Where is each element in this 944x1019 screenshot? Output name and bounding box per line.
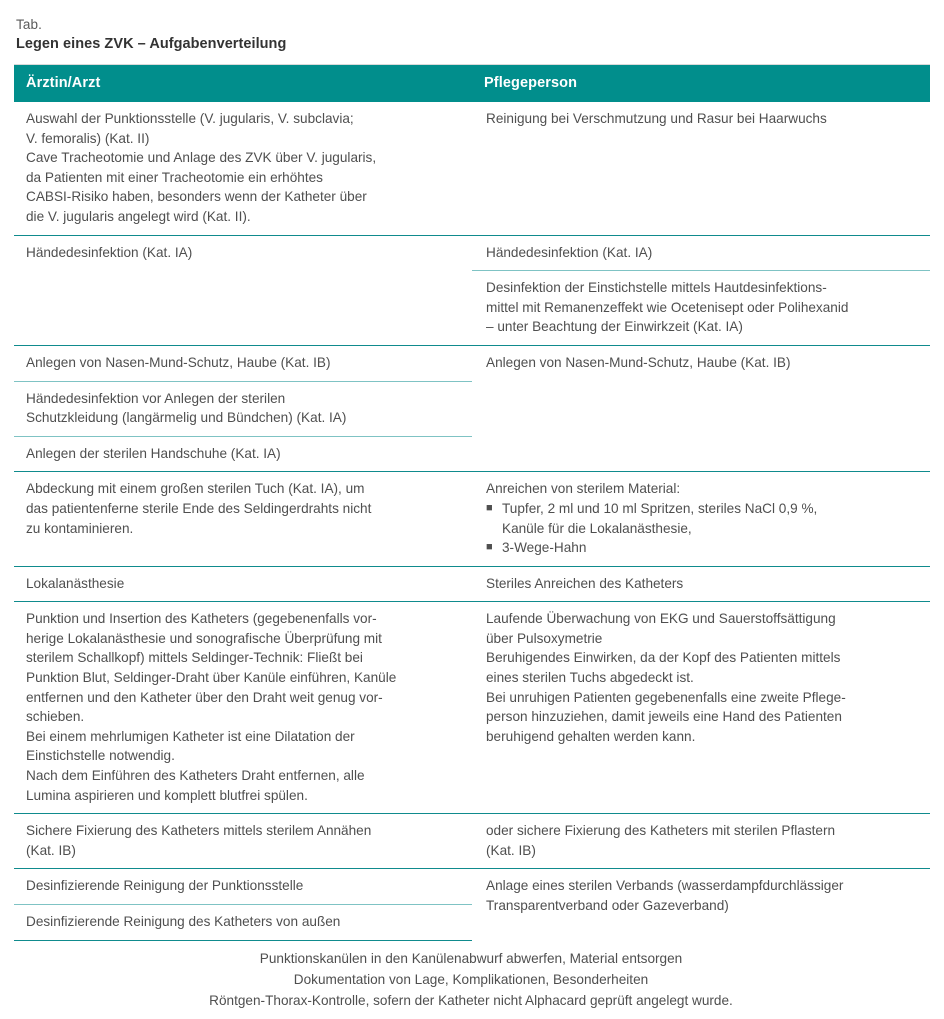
cell-line: Reinigung bei Verschmutzung und Rasur bei Haarwuchs — [486, 111, 827, 126]
cell-nurse — [472, 345, 930, 471]
cell-line: Desinfizierende Reinigung des Katheters von außen — [26, 914, 341, 929]
figure-caption — [16, 16, 930, 54]
cell-line: beruhigend gehalten werden kann. — [486, 728, 696, 744]
cell-nurse — [472, 472, 930, 566]
cell-doctor — [14, 345, 472, 381]
cell-line: zu kontaminieren. — [26, 520, 134, 536]
table-row — [14, 869, 930, 905]
cell-line: Anlegen der sterilen Handschuhe (Kat. IA) — [26, 445, 281, 461]
cell-nurse — [472, 814, 930, 869]
cell-line: Lokalanästhesie — [26, 575, 125, 591]
cell-doctor — [14, 381, 472, 436]
task-distribution-table — [14, 64, 930, 1019]
table-row — [14, 472, 930, 566]
cell-line: eines sterilen Tuchs abgedeckt ist. — [486, 670, 694, 686]
cell-line: Abdeckung mit einem großen sterilen Tuch (Kat. IA), um — [26, 481, 365, 497]
cell-line: Anreichen von sterilem Material: — [486, 481, 681, 497]
caption-title: Legen eines ZVK – Aufgabenverteilung — [16, 36, 287, 52]
cell-nurse — [472, 602, 930, 814]
cell-doctor — [14, 102, 472, 235]
bullet-line: Kanüle für die Lokalanästhesie, — [502, 520, 692, 536]
cell-line: Einstichstelle notwendig. — [26, 748, 175, 764]
cell-line: die V. jugularis angelegt wird (Kat. II). — [26, 208, 251, 224]
caption-kicker: Tab. — [16, 17, 42, 32]
cell-line: herige Lokalanästhesie und sonografische Überprüfung mit — [26, 630, 382, 646]
cell-line: Auswahl der Punktionsstelle (V. jugularis, V. subclavia; — [26, 111, 354, 126]
bullet-line: 3-Wege-Hahn — [502, 540, 587, 556]
header-row — [14, 65, 930, 103]
cell-line: mittel mit Remanenzeffekt wie Ocetenisept oder Polihexanid — [486, 299, 849, 315]
table-row — [14, 345, 930, 381]
cell-line: Punktion Blut, Seldinger-Draht über Kanüle einführen, Kanüle — [26, 670, 397, 686]
cell-doctor — [14, 436, 472, 472]
cell-nurse — [472, 869, 930, 940]
cell-line: Händedesinfektion (Kat. IA) — [26, 244, 193, 260]
cell-line: Anlage eines sterilen Verbands (wasserdampfdurchlässiger — [486, 878, 844, 894]
cell-line: Bei einem mehrlumigen Katheter ist eine Dilatation der — [26, 728, 355, 744]
footer-line: Dokumentation von Lage, Komplikationen, Besonderheiten — [293, 971, 649, 987]
cell-line: (Kat. IB) — [26, 842, 76, 858]
bullet-item — [486, 538, 916, 558]
cell-line: schieben. — [26, 709, 85, 725]
cell-doctor — [14, 472, 472, 566]
cell-doctor — [14, 905, 472, 941]
cell-nurse — [472, 102, 930, 235]
cell-line: Beruhigendes Einwirken, da der Kopf des Patienten mittels — [486, 650, 841, 666]
cell-line: Cave Tracheotomie und Anlage des ZVK über V. jugularis, — [26, 150, 377, 166]
cell-line: Sichere Fixierung des Katheters mittels sterilem Annähen — [26, 823, 372, 839]
cell-line: Steriles Anreichen des Katheters — [486, 575, 684, 591]
cell-line: das patientenferne sterile Ende des Seldingerdrahts nicht — [26, 500, 372, 516]
cell-line: Desinfizierende Reinigung der Punktionsstelle — [26, 878, 304, 894]
cell-nurse — [472, 566, 930, 602]
footer-line: Punktionskanülen in den Kanülenabwurf abwerfen, Material entsorgen — [259, 950, 683, 966]
square-bullet-icon: ■ — [486, 501, 493, 514]
cell-line: person hinzuziehen, damit jeweils eine Hand des Patienten — [486, 709, 842, 725]
cell-line: V. femoralis) (Kat. II) — [26, 130, 150, 146]
footer-row — [14, 940, 930, 1019]
bullet-item — [486, 499, 916, 538]
cell-line: über Pulsoxymetrie — [486, 630, 603, 646]
cell-doctor — [14, 566, 472, 602]
cell-line: sterilem Schallkopf) mittels Seldinger-Technik: Fließt bei — [26, 650, 363, 666]
square-bullet-icon: ■ — [486, 541, 493, 554]
table-row — [14, 566, 930, 602]
shared-tasks-footer — [14, 940, 930, 1019]
cell-doctor — [14, 869, 472, 905]
cell-line: – unter Beachtung der Einwirkzeit (Kat. IA) — [486, 319, 743, 335]
cell-line: CABSI-Risiko haben, besonders wenn der Katheter über — [26, 189, 367, 205]
cell-line: (Kat. IB) — [486, 842, 536, 858]
table-row — [14, 235, 930, 271]
column-header-nurse: Pflegeperson — [472, 65, 930, 103]
table-row — [14, 814, 930, 869]
table-row — [14, 102, 930, 235]
cell-line: Händedesinfektion (Kat. IA) — [486, 244, 653, 260]
cell-line: Punktion und Insertion des Katheters (gegebenenfalls vor- — [26, 611, 377, 627]
table-header — [14, 65, 930, 103]
cell-line: oder sichere Fixierung des Katheters mit sterilen Pflastern — [486, 823, 836, 839]
cell-line: entfernen und den Katheter über den Draht weit genug vor- — [26, 689, 383, 705]
table-body — [14, 102, 930, 1019]
cell-line: Bei unruhigen Patienten gegebenenfalls eine zweite Pflege- — [486, 689, 846, 705]
cell-line: Desinfektion der Einstichstelle mittels Hautdesinfektions- — [486, 280, 827, 296]
cell-line: Laufende Überwachung von EKG und Sauerstoffsättigung — [486, 611, 836, 627]
cell-doctor — [14, 602, 472, 814]
cell-line: da Patienten mit einer Tracheotomie ein erhöhtes — [26, 169, 323, 185]
cell-line: Transparentverband oder Gazeverband) — [486, 898, 729, 913]
cell-line: Anlegen von Nasen-Mund-Schutz, Haube (Kat. IB) — [486, 354, 791, 370]
cell-line: Anlegen von Nasen-Mund-Schutz, Haube (Kat. IB) — [26, 354, 331, 370]
cell-line: Lumina aspirieren und komplett blutfrei spülen. — [26, 787, 308, 803]
cell-line: Nach dem Einführen des Katheters Draht entfernen, alle — [26, 768, 365, 784]
bullet-list — [486, 499, 916, 558]
cell-line: Schutzkleidung (langärmelig und Bündchen) (Kat. IA) — [26, 410, 347, 426]
cell-nurse — [472, 235, 930, 271]
footer-line: Röntgen-Thorax-Kontrolle, sofern der Katheter nicht Alphacard geprüft angelegt wurde. — [209, 992, 733, 1008]
column-header-doctor: Ärztin/Arzt — [14, 65, 472, 103]
cell-line: Händedesinfektion vor Anlegen der sterilen — [26, 390, 286, 406]
table-row — [14, 602, 930, 814]
bullet-line: Tupfer, 2 ml und 10 ml Spritzen, steriles NaCl 0,9 %, — [502, 500, 818, 516]
cell-nurse — [472, 271, 930, 346]
cell-doctor — [14, 235, 472, 345]
cell-doctor — [14, 814, 472, 869]
